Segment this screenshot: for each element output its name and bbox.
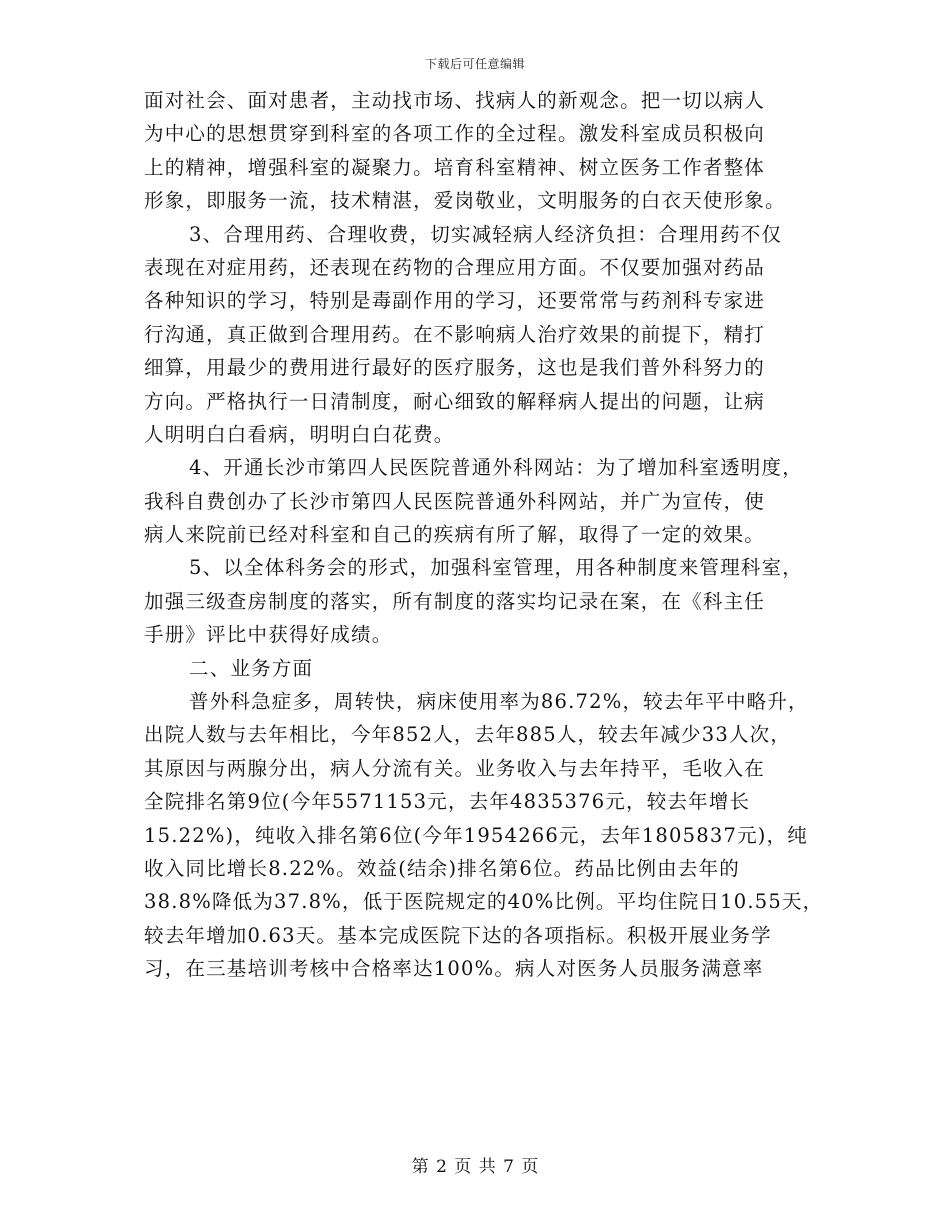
paragraph-start-line: 3、合理用药、合理收费，切实减轻病人经济负担：合理用药不仅: [189, 222, 783, 246]
text-line: 38.8%降低为37.8%，低于医院规定的40%比例。平均住院日10.55天，: [144, 890, 824, 914]
section-heading: 二、业务方面: [189, 656, 314, 680]
text-line: 全院排名第9位(今年5571153元，去年4835376元，较去年增长: [144, 790, 751, 814]
document-body: [144, 84, 834, 986]
text-line: 加强三级查房制度的落实，所有制度的落实均记录在案，在《科主任: [144, 589, 766, 613]
text-line: 方向。严格执行一日清制度，耐心细致的解释病人提出的问题，让病: [144, 389, 766, 413]
paragraph-start-line: 5、以全体科务会的形式，加强科室管理，用各种制度来管理科室，: [189, 556, 803, 580]
text-line: 人明明白白看病，明明白白花费。: [144, 422, 455, 446]
text-line: 形象，即服务一流，技术精湛，爱岗敬业，文明服务的白衣天使形象。: [144, 189, 786, 213]
text-line: 表现在对症用药，还表现在药物的合理应用方面。不仅要加强对药品: [144, 255, 766, 279]
text-line: 细算，用最少的费用进行最好的医疗服务，这也是我们普外科努力的: [144, 356, 766, 380]
text-line: 面对社会、面对患者，主动找市场、找病人的新观念。把一切以病人: [144, 89, 766, 112]
text-line: 15.22%)，纯收入排名第6位(今年1954266元，去年1805837元)，纯: [144, 823, 808, 847]
text-line: 上的精神，增强科室的凝聚力。培育科室精神、树立医务工作者整体: [144, 155, 766, 179]
text-line: 行沟通，真正做到合理用药。在不影响病人治疗效果的前提下，精打: [144, 322, 766, 346]
page-header-note: 下载后可任意编辑: [424, 57, 525, 71]
text-line: 其原因与两腺分出，病人分流有关。业务收入与去年持平，毛收入在: [144, 756, 766, 780]
text-line: 出院人数与去年相比，今年852人，去年885人，较去年减少33人次，: [144, 723, 792, 747]
text-line: 较去年增加0.63天。基本完成医院下达的各项指标。积极开展业务学: [144, 923, 772, 947]
page-number-footer: 第 2 页 共 7 页: [411, 1157, 539, 1177]
text-line: 为中心的思想贯穿到科室的各项工作的全过程。激发科室成员积极向: [144, 122, 766, 146]
text-line: 我科自费创办了长沙市第四人民医院普通外科网站，并广为宣传，使: [144, 489, 766, 513]
text-line: 习，在三基培训考核中合格率达100%。病人对医务人员服务满意率: [144, 957, 764, 981]
text-line: 病人来院前已经对科室和自己的疾病有所了解，取得了一定的效果。: [144, 523, 766, 547]
paragraph-start-line: 普外科急症多，周转快，病床使用率为86.72%，较去年平中略升，: [189, 690, 809, 714]
paragraph-start-line: 4、开通长沙市第四人民医院普通外科网站：为了增加科室透明度，: [189, 456, 803, 480]
text-line: 收入同比增长8.22%。效益(结余)排名第6位。药品比例由去年的: [144, 856, 740, 880]
text-line: 各种知识的学习，特别是毒副作用的学习，还要常常与药剂科专家进: [144, 289, 766, 313]
text-line: 手册》评比中获得好成绩。: [144, 623, 393, 647]
